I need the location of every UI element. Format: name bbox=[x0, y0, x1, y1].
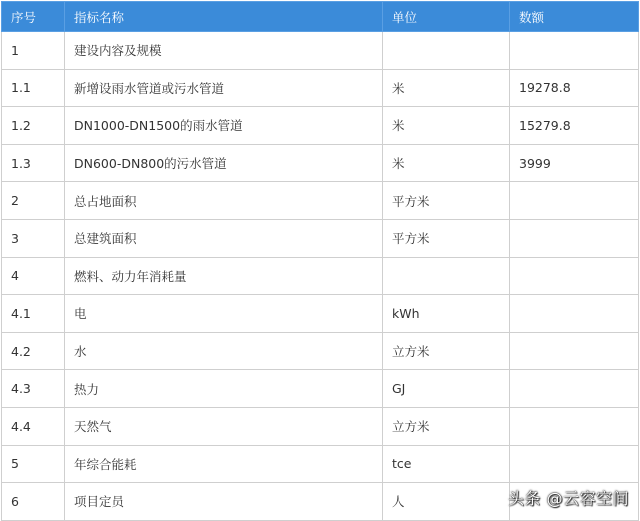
cell-index: 1 bbox=[2, 32, 65, 70]
cell-unit: 平方米 bbox=[383, 182, 510, 220]
table-body bbox=[2, 32, 639, 521]
cell-amount bbox=[510, 445, 639, 483]
cell-amount: 15279.8 bbox=[510, 107, 639, 145]
cell-index: 1.3 bbox=[2, 144, 65, 182]
cell-indicator-name: 热力 bbox=[65, 370, 383, 408]
header-amount: 数额 bbox=[510, 2, 639, 32]
header-row bbox=[2, 2, 639, 32]
table-row bbox=[2, 144, 639, 182]
cell-unit bbox=[383, 257, 510, 295]
cell-indicator-name: DN1000-DN1500的雨水管道 bbox=[65, 107, 383, 145]
cell-unit: 立方米 bbox=[383, 407, 510, 445]
cell-index: 1.2 bbox=[2, 107, 65, 145]
cell-index: 4 bbox=[2, 257, 65, 295]
cell-amount: 3999 bbox=[510, 144, 639, 182]
cell-unit: 米 bbox=[383, 69, 510, 107]
cell-index: 1.1 bbox=[2, 69, 65, 107]
cell-unit: 平方米 bbox=[383, 219, 510, 257]
cell-unit bbox=[383, 32, 510, 70]
table-header bbox=[2, 2, 639, 32]
cell-index: 6 bbox=[2, 483, 65, 521]
cell-indicator-name: 年综合能耗 bbox=[65, 445, 383, 483]
table-row bbox=[2, 407, 639, 445]
header-unit: 单位 bbox=[383, 2, 510, 32]
cell-unit: 米 bbox=[383, 144, 510, 182]
table-row bbox=[2, 219, 639, 257]
cell-unit: 人 bbox=[383, 483, 510, 521]
cell-index: 4.3 bbox=[2, 370, 65, 408]
cell-amount bbox=[510, 182, 639, 220]
table-row bbox=[2, 69, 639, 107]
cell-amount bbox=[510, 332, 639, 370]
cell-indicator-name: 天然气 bbox=[65, 407, 383, 445]
cell-amount bbox=[510, 219, 639, 257]
table-row bbox=[2, 370, 639, 408]
cell-index: 4.1 bbox=[2, 295, 65, 333]
table-row bbox=[2, 182, 639, 220]
table-row bbox=[2, 295, 639, 333]
cell-indicator-name: 总占地面积 bbox=[65, 182, 383, 220]
cell-index: 3 bbox=[2, 219, 65, 257]
cell-unit: kWh bbox=[383, 295, 510, 333]
cell-index: 4.2 bbox=[2, 332, 65, 370]
cell-indicator-name: 燃料、动力年消耗量 bbox=[65, 257, 383, 295]
cell-indicator-name: 新增设雨水管道或污水管道 bbox=[65, 69, 383, 107]
cell-index: 5 bbox=[2, 445, 65, 483]
table-row bbox=[2, 107, 639, 145]
cell-indicator-name: 水 bbox=[65, 332, 383, 370]
cell-index: 4.4 bbox=[2, 407, 65, 445]
cell-amount bbox=[510, 257, 639, 295]
cell-indicator-name: DN600-DN800的污水管道 bbox=[65, 144, 383, 182]
cell-amount bbox=[510, 295, 639, 333]
cell-amount bbox=[510, 32, 639, 70]
cell-amount bbox=[510, 370, 639, 408]
cell-amount bbox=[510, 407, 639, 445]
cell-indicator-name: 建设内容及规模 bbox=[65, 32, 383, 70]
header-indicator-name: 指标名称 bbox=[65, 2, 383, 32]
cell-index: 2 bbox=[2, 182, 65, 220]
cell-unit: tce bbox=[383, 445, 510, 483]
cell-unit: 米 bbox=[383, 107, 510, 145]
cell-unit: 立方米 bbox=[383, 332, 510, 370]
watermark: 头条 @云容空间 bbox=[508, 489, 630, 508]
table-row bbox=[2, 257, 639, 295]
header-index: 序号 bbox=[2, 2, 65, 32]
cell-amount: 19278.8 bbox=[510, 69, 639, 107]
table-row bbox=[2, 332, 639, 370]
cell-unit: GJ bbox=[383, 370, 510, 408]
cell-indicator-name: 总建筑面积 bbox=[65, 219, 383, 257]
cell-indicator-name: 项目定员 bbox=[65, 483, 383, 521]
cell-indicator-name: 电 bbox=[65, 295, 383, 333]
indicator-table bbox=[1, 1, 639, 521]
table-row bbox=[2, 32, 639, 70]
table-row bbox=[2, 445, 639, 483]
